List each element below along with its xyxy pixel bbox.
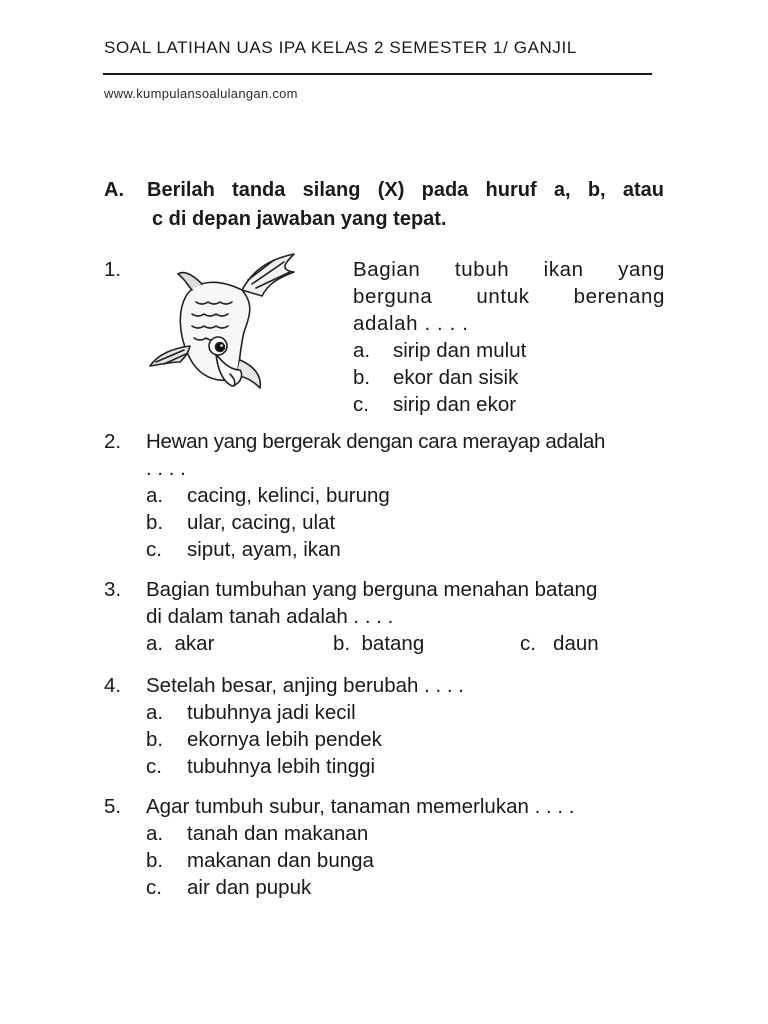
option-letter: b.: [353, 366, 371, 389]
option-text: ular, cacing, ulat: [187, 511, 336, 534]
option-letter: c.: [146, 876, 162, 899]
option-b[interactable]: [146, 726, 666, 753]
option-a[interactable]: [146, 820, 666, 847]
option-letter: b.: [146, 728, 164, 751]
option-text: tubuhnya lebih tinggi: [187, 755, 376, 778]
option-letter: b.: [146, 511, 164, 534]
question-text-line: Setelah besar, anjing berubah . . . .: [146, 674, 464, 697]
question-text-line: Bagian tumbuhan yang berguna menahan batang: [146, 578, 598, 601]
question-text-line: di dalam tanah adalah . . . .: [146, 605, 394, 628]
question-2: [104, 428, 666, 563]
option-text: ekor dan sisik: [393, 366, 519, 389]
question-text-line: Bagian tubuh ikan yang: [353, 258, 665, 281]
option-text: daun: [553, 632, 599, 655]
option-letter: c.: [146, 755, 162, 778]
option-text: siput, ayam, ikan: [187, 538, 341, 561]
option-a[interactable]: [146, 482, 666, 509]
option-a[interactable]: [146, 630, 214, 657]
question-number: 3.: [104, 578, 122, 601]
option-text: cacing, kelinci, burung: [187, 484, 390, 507]
option-b[interactable]: [146, 509, 666, 536]
question-3: [104, 576, 666, 657]
worksheet-title: SOAL LATIHAN UAS IPA KELAS 2 SEMESTER 1/ GANJIL: [104, 38, 577, 57]
question-number: 4.: [104, 674, 122, 697]
option-text: batang: [361, 632, 425, 655]
option-text: sirip dan ekor: [393, 393, 517, 416]
question-5: [104, 793, 666, 901]
option-text: tanah dan makanan: [187, 822, 369, 845]
option-letter: c.: [353, 393, 369, 416]
option-a[interactable]: [353, 337, 665, 364]
option-letter: a.: [146, 632, 164, 655]
question-text-line: adalah . . . .: [353, 312, 469, 335]
question-text-line: Hewan yang bergerak dengan cara merayap adalah: [146, 430, 606, 453]
question-1-text: [353, 256, 665, 418]
option-text: sirip dan mulut: [393, 339, 527, 362]
option-letter: a.: [353, 339, 371, 362]
website-url: www.kumpulansoalulangan.com: [104, 86, 298, 101]
question-text-line: Agar tumbuh subur, tanaman memerlukan . . . .: [146, 795, 575, 818]
question-4: [104, 672, 666, 780]
option-letter: a.: [146, 701, 164, 724]
question-number: 1.: [104, 258, 122, 281]
fish-illustration: [144, 250, 304, 400]
question-number: 5.: [104, 795, 122, 818]
option-text: akar: [174, 632, 215, 655]
option-c[interactable]: [146, 753, 666, 780]
option-b[interactable]: [353, 364, 665, 391]
option-text: ekornya lebih pendek: [187, 728, 382, 751]
option-letter: a.: [146, 822, 164, 845]
options-row: [146, 630, 666, 657]
section-a-instruction: [104, 176, 664, 234]
option-b[interactable]: [146, 847, 666, 874]
instruction-line-1: Berilah tanda silang (X) pada huruf a, b, atau: [147, 179, 664, 201]
question-text-line: . . . .: [146, 457, 186, 480]
section-letter: A.: [104, 179, 124, 201]
option-a[interactable]: [146, 699, 666, 726]
option-text: tubuhnya jadi kecil: [187, 701, 356, 724]
option-c[interactable]: [520, 630, 599, 657]
option-c[interactable]: [146, 536, 666, 563]
option-c[interactable]: [353, 391, 665, 418]
question-number: 2.: [104, 430, 122, 453]
option-letter: b.: [146, 849, 164, 872]
option-text: makanan dan bunga: [187, 849, 374, 872]
option-c[interactable]: [146, 874, 666, 901]
option-text: air dan pupuk: [187, 876, 312, 899]
option-letter: c.: [520, 632, 536, 655]
option-letter: a.: [146, 484, 164, 507]
question-text-line: berguna untuk berenang: [353, 285, 665, 308]
header-divider: [103, 73, 652, 75]
option-letter: c.: [146, 538, 162, 561]
option-letter: b.: [333, 632, 351, 655]
instruction-line-2: c di depan jawaban yang tepat.: [152, 208, 447, 230]
option-b[interactable]: [333, 630, 424, 657]
